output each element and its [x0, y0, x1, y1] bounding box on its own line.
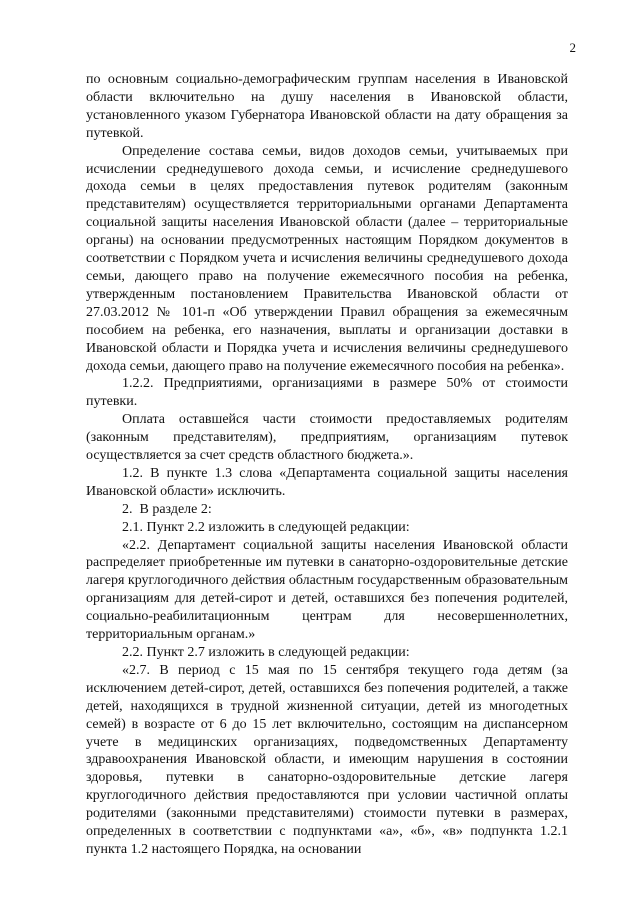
paragraph: 2. В разделе 2:: [122, 501, 212, 517]
paragraph: Оплата оставшейся части стоимости предоставляемых родителям (законным представителям), предприятиям, организациям путевок осуществляется за счет средств областного бюджета.».: [86, 412, 568, 464]
paragraph: 2.2. Пункт 2.7 изложить в следующей редакции:: [122, 645, 410, 660]
paragraph: 2.1. Пункт 2.2 изложить в следующей редакции:: [122, 519, 410, 535]
paragraph: по основным социально-демографическим группам населения в Ивановской области включительно на душу населения в Ивановской области, установленного указом Губернатора Ивановской области на дату обращения за путевкой.: [86, 72, 568, 141]
paragraph: Определение состава семьи, видов доходов семьи, учитываемых при исчислении среднедушевого дохода семьи, и исчисление среднедушевого дохода семьи в целях предоставления путевок родителям (законным представителям) осуществляется территориальными органами Департамента социальной защиты населения Ивановской области (далее – территориальные органы) на основании предусмотренных настоящим Порядком документов в соответствии с Порядком учета и исчисления величины среднедушевого дохода семьи, дающего право на получение ежемесячного пособия на ребенка, утвержденным постановлением Правительства Ивановской области от 27.03.2012 № 101-п «Об утверждении Правил обращения за ежемесячным пособием на ребенка, его назначения, выплаты и организации доставки в Ивановской области и Порядка учета и исчисления величины среднедушевого дохода семьи, дающего право на получение ежемесячного пособия на ребенка».: [86, 143, 568, 374]
paragraph: «2.2. Департамент социальной защиты населения Ивановской области распределяет приобретенные им путевки в санаторно-оздоровительные детские лагеря круглогодичного действия областным государственным образовательным организациям для детей-сирот и детей, оставшихся без попечения родителей, социально-реабилитационным центрам для несовершеннолетних, территориальным органам.»: [86, 537, 568, 643]
paragraph: 1.2.2. Предприятиями, организациями в размере 50% от стоимости путевки.: [86, 376, 568, 410]
paragraph: «2.7. В период с 15 мая по 15 сентября текущего года детям (за исключением детей-сирот, детей, оставшихся без попечения родителей, а также детей, находящихся в трудной жизненной ситуации, детей из многодетных семей) в возрасте от 6 до 15 лет включительно, состоящим на диспансерном учете в медицинских организациях, подведомственных Департаменту здравоохранения Ивановской области, и имеющим нарушения в состоянии здоровья, путевки в санаторно-оздоровительные детские лагеря круглогодичного действия предоставляются при условии частичной оплаты родителями (законными представителями) стоимости путевки в размерах, определенных в соответствии с подпунктами «а», «б», «в» подпункта 1.2.1 пункта 1.2 настоящего Порядка, на основании: [86, 662, 568, 857]
page-number: 2: [569, 40, 576, 55]
document-body: [86, 71, 568, 859]
paragraph: 1.2. В пункте 1.3 слова «Департамента социальной защиты населения Ивановской области» исключить.: [86, 465, 568, 499]
